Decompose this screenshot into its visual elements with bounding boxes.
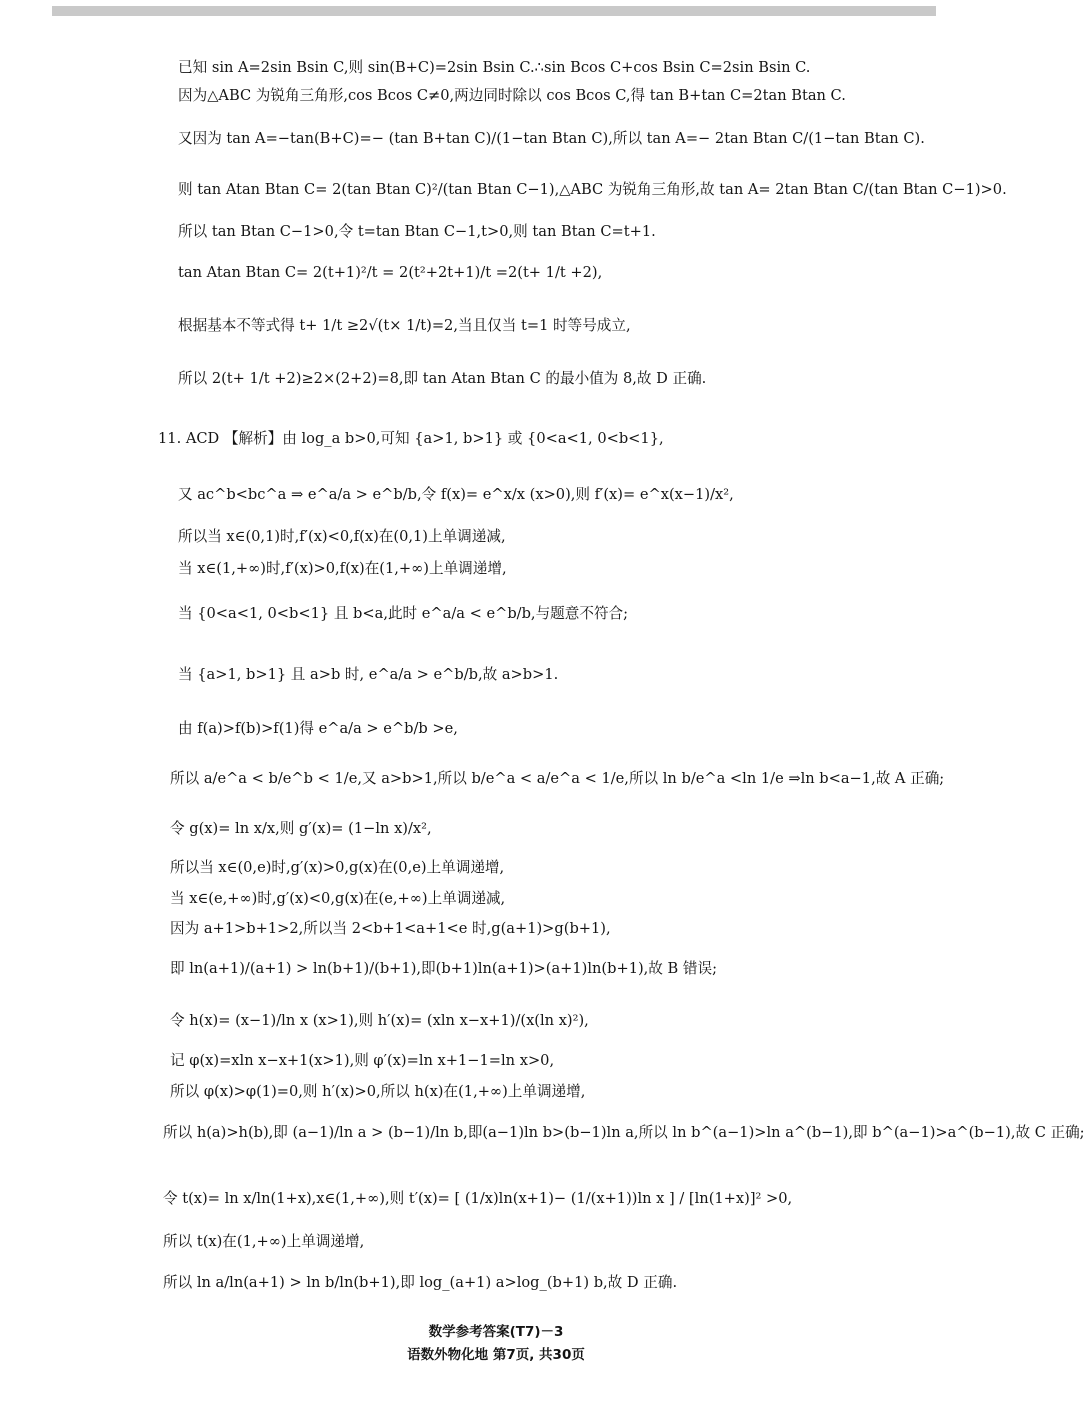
question-11-header: 11. ACD 【解析】由 log_a b>0,可知 {a>1, b>1} 或 {0<a<1, 0<b<1}, xyxy=(158,430,664,447)
text-line: 当 x∈(1,+∞)时,f′(x)>0,f(x)在(1,+∞)上单调递增, xyxy=(178,560,507,577)
text-line: 令 h(x)= (x−1)/ln x (x>1),则 h′(x)= (xln x−x+1)/(x(ln x)²), xyxy=(170,1012,589,1029)
text-line: tan Atan Btan C= 2(t+1)²/t = 2(t²+2t+1)/t =2(t+ 1/t +2), xyxy=(178,264,603,281)
text-line: 因为 a+1>b+1>2,所以当 2<b+1<a+1<e 时,g(a+1)>g(b+1), xyxy=(170,920,611,937)
text-line: 所以 φ(x)>φ(1)=0,则 h′(x)>0,所以 h(x)在(1,+∞)上单调递增, xyxy=(170,1083,586,1100)
text-line: 令 g(x)= ln x/x,则 g′(x)= (1−ln x)/x², xyxy=(170,820,432,837)
text-line: 所以当 x∈(0,1)时,f′(x)<0,f(x)在(0,1)上单调递减, xyxy=(178,528,506,545)
text-line: 当 {0<a<1, 0<b<1} 且 b<a,此时 e^a/a < e^b/b,与题意不符合; xyxy=(178,605,629,622)
text-line: 由 f(a)>f(b)>f(1)得 e^a/a > e^b/b >e, xyxy=(178,720,458,737)
text-line: 当 x∈(e,+∞)时,g′(x)<0,g(x)在(e,+∞)上单调递减, xyxy=(170,890,506,907)
text-line: 又 ac^b<bc^a ⇒ e^a/a > e^b/b,令 f(x)= e^x/x (x>0),则 f′(x)= e^x(x−1)/x², xyxy=(178,486,734,503)
text-line: 令 t(x)= ln x/ln(1+x),x∈(1,+∞),则 t′(x)= [ (1/x)ln(x+1)− (1/(x+1))ln x ] / [ln(1+x)]² >0, xyxy=(163,1190,793,1207)
text-line: 所以 t(x)在(1,+∞)上单调递增, xyxy=(163,1233,365,1250)
text-line: 所以 h(a)>h(b),即 (a−1)/ln a > (b−1)/ln b,即(a−1)ln b>(b−1)ln a,所以 ln b^(a−1)>ln a^(b−1),即 b^(a−1)>a^(b−1),故 C 正确; xyxy=(163,1124,1085,1141)
text-line: 即 ln(a+1)/(a+1) > ln(b+1)/(b+1),即(b+1)ln(a+1)>(a+1)ln(b+1),故 B 错误; xyxy=(170,960,718,977)
page-footer-label: 数学参考答案(T7)－3 xyxy=(428,1324,564,1340)
text-line: 所以当 x∈(0,e)时,g′(x)>0,g(x)在(0,e)上单调递增, xyxy=(170,859,505,876)
text-line: 则 tan Atan Btan C= 2(tan Btan C)²/(tan Btan C−1),△ABC 为锐角三角形,故 tan A= 2tan Btan C/(tan Btan C−1)>0. xyxy=(178,181,1007,198)
text-line: 当 {a>1, b>1} 且 a>b 时, e^a/a > e^b/b,故 a>b>1. xyxy=(178,666,559,683)
text-line: 因为△ABC 为锐角三角形,cos Bcos C≠0,两边同时除以 cos Bcos C,得 tan B+tan C=2tan Btan C. xyxy=(178,87,846,104)
text-line: 所以 tan Btan C−1>0,令 t=tan Btan C−1,t>0,则 tan Btan C=t+1. xyxy=(178,223,656,240)
text-line: 所以 ln a/ln(a+1) > ln b/ln(b+1),即 log_(a+1) a>log_(b+1) b,故 D 正确. xyxy=(163,1274,678,1291)
text-line: 记 φ(x)=xln x−x+1(x>1),则 φ′(x)=ln x+1−1=ln x>0, xyxy=(170,1052,555,1069)
text-line: 根据基本不等式得 t+ 1/t ≥2√(t× 1/t)=2,当且仅当 t=1 时等号成立, xyxy=(178,317,631,334)
text-line: 又因为 tan A=−tan(B+C)=− (tan B+tan C)/(1−tan Btan C),所以 tan A=− 2tan Btan C/(1−tan Btan C). xyxy=(178,130,925,147)
top-border-bar xyxy=(52,6,936,16)
text-line: 所以 a/e^a < b/e^b < 1/e,又 a>b>1,所以 b/e^a < a/e^a < 1/e,所以 ln b/e^a <ln 1/e ⇒ln b<a−1,故 A 正确; xyxy=(170,770,945,787)
page-footer-count: 语数外物化地 第7页, 共30页 xyxy=(407,1347,585,1363)
text-line: 已知 sin A=2sin Bsin C,则 sin(B+C)=2sin Bsin C.∴sin Bcos C+cos Bsin C=2sin Bsin C. xyxy=(178,59,811,76)
text-line: 所以 2(t+ 1/t +2)≥2×(2+2)=8,即 tan Atan Btan C 的最小值为 8,故 D 正确. xyxy=(178,370,707,387)
